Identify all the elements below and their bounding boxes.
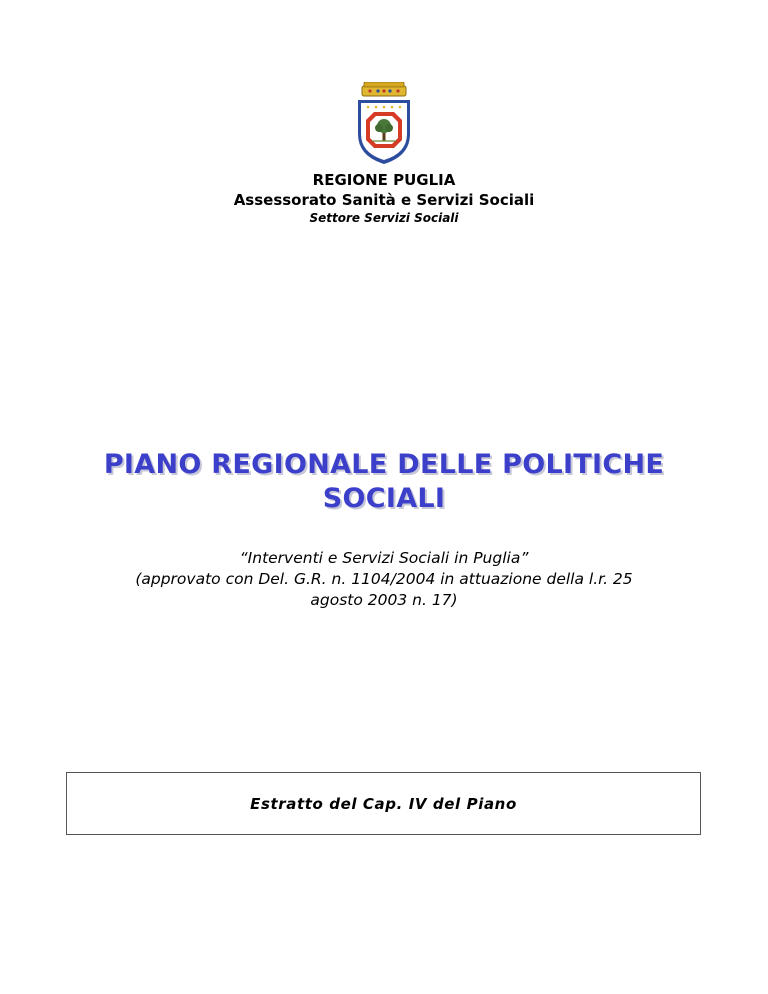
regione-puglia-coat-of-arms-icon: [352, 82, 416, 166]
subtitle-block: [0, 548, 768, 611]
document-title-line-2: SOCIALI: [322, 483, 446, 514]
header-block: [0, 170, 768, 226]
approval-note-line-1: (approvato con Del. G.R. n. 1104/2004 in attuazione della l.r. 25: [135, 570, 633, 588]
subtitle-quote: “Interventi e Servizi Sociali in Puglia”: [239, 549, 529, 567]
sector-name: Settore Servizi Sociali: [309, 211, 459, 225]
organization-name: REGIONE PUGLIA: [312, 171, 456, 189]
document-title: [0, 448, 768, 516]
document-title-line-1: PIANO REGIONALE DELLE POLITICHE: [103, 449, 665, 480]
extract-label: Estratto del Cap. IV del Piano: [250, 794, 517, 813]
approval-note-line-2: agosto 2003 n. 17): [310, 591, 458, 609]
extract-box: [66, 772, 701, 835]
department-name: Assessorato Sanità e Servizi Sociali: [233, 191, 535, 209]
